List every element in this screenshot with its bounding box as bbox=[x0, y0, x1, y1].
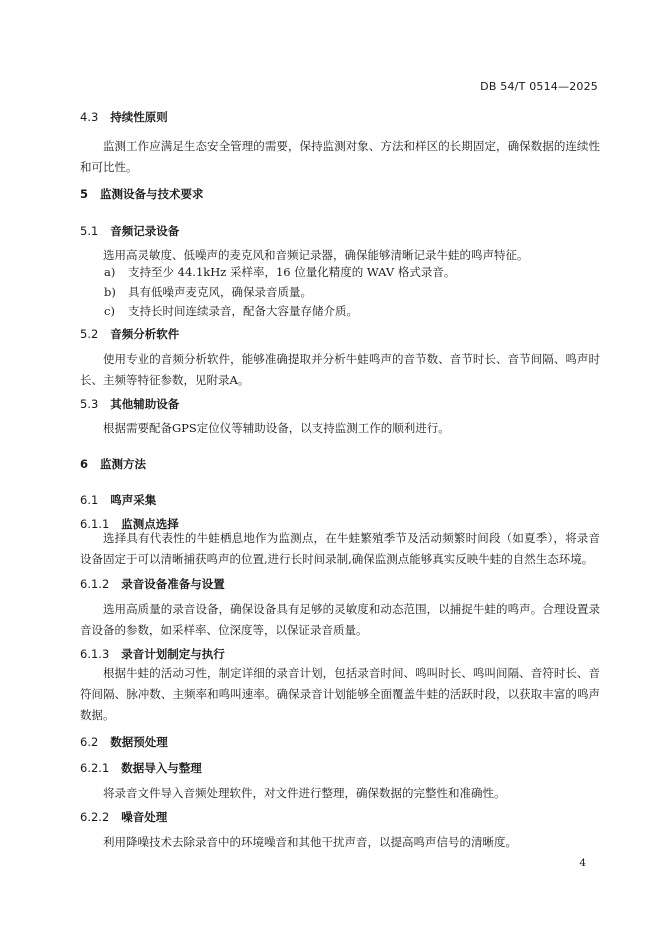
paragraph-5-2: 使用专业的音频分析软件，能够准确提取并分析牛蛙鸣声的音节数、音节时长、音节间隔、鸣声时长、主频等特征参数，见附录A。 bbox=[80, 352, 600, 387]
heading-title: 音频分析软件 bbox=[110, 327, 180, 341]
heading-number: 6.1.2 bbox=[80, 577, 110, 591]
page-number: 4 bbox=[579, 857, 586, 869]
heading-title: 录音设备准备与设置 bbox=[121, 577, 225, 591]
heading-number: 6.1.1 bbox=[80, 517, 110, 531]
list-item: a) 支持至少 44.1kHz 采样率，16 位量化精度的 WAV 格式录音。 bbox=[104, 265, 456, 279]
paragraph-6-2-2: 利用降噪技术去除录音中的环境噪音和其他干扰声音，以提高鸣声信号的清晰度。 bbox=[103, 835, 517, 849]
paragraph-4-3: 监测工作应满足生态安全管理的需要，保持监测对象、方法和样区的长期固定，确保数据的连续性和可比性。 bbox=[80, 139, 600, 174]
heading-5 bbox=[80, 186, 204, 202]
heading-title: 录音计划制定与执行 bbox=[121, 647, 225, 661]
heading-title: 监测点选择 bbox=[121, 517, 179, 531]
heading-number: 6.2 bbox=[80, 735, 99, 749]
heading-number: 5 bbox=[80, 187, 89, 201]
paragraph-5-1: 选用高灵敏度、低噪声的麦克风和音频记录器，确保能够清晰记录牛蛙的鸣声特征。 bbox=[103, 248, 529, 262]
heading-6 bbox=[80, 456, 146, 472]
paragraph-6-1-2: 选用高质量的录音设备，确保设备具有足够的灵敏度和动态范围，以捕捉牛蛙的鸣声。合理设置录音设备的参数，如采样率、位深度等，以保证录音质量。 bbox=[80, 602, 600, 637]
list-item: c) 支持长时间连续录音，配备大容量存储介质。 bbox=[104, 304, 358, 318]
heading-number: 6.1 bbox=[80, 493, 99, 507]
heading-number: 6.1.3 bbox=[80, 647, 110, 661]
heading-number: 4.3 bbox=[80, 110, 99, 124]
heading-title: 其他辅助设备 bbox=[110, 397, 180, 411]
heading-number: 6 bbox=[80, 457, 89, 471]
heading-6-1 bbox=[80, 492, 156, 508]
paragraph-6-1-1: 选择具有代表性的牛蛙栖息地作为监测点，在牛蛙繁殖季节及活动频繁时间段（如夏季），将录音设备固定于可以清晰捕获鸣声的位置,进行长时间录制,确保监测点能够真实反映牛蛙的自然生态环境。 bbox=[80, 531, 600, 566]
heading-title: 数据导入与整理 bbox=[121, 761, 202, 775]
paragraph-6-1-3: 根据牛蛙的活动习性，制定详细的录音计划，包括录音时间、鸣叫时长、鸣叫间隔、音符时长、音符间隔、脉冲数、主频率和鸣叫速率。确保录音计划能够全面覆盖牛蛙的活跃时段，以获取丰富的鸣声数据。 bbox=[80, 666, 600, 722]
heading-title: 鸣声采集 bbox=[110, 493, 157, 507]
heading-number: 5.3 bbox=[80, 397, 99, 411]
heading-5-1 bbox=[80, 223, 179, 239]
heading-title: 噪音处理 bbox=[121, 810, 168, 824]
heading-6-2 bbox=[80, 734, 168, 750]
heading-title: 数据预处理 bbox=[110, 735, 168, 749]
heading-5-2 bbox=[80, 326, 179, 342]
heading-6-2-2 bbox=[80, 809, 167, 825]
heading-6-1-2 bbox=[80, 576, 225, 592]
list-item: b) 具有低噪声麦克风，确保录音质量。 bbox=[104, 285, 312, 299]
heading-number: 5.2 bbox=[80, 327, 99, 341]
heading-4-3 bbox=[80, 109, 168, 125]
paragraph-6-2-1: 将录音文件导入音频处理软件，对文件进行整理，确保数据的完整性和准确性。 bbox=[103, 786, 506, 800]
heading-number: 5.1 bbox=[80, 224, 99, 238]
heading-6-2-1 bbox=[80, 760, 202, 776]
heading-title: 监测方法 bbox=[100, 457, 147, 471]
heading-title: 音频记录设备 bbox=[110, 224, 180, 238]
paragraph-5-3: 根据需要配备GPS定位仪等辅助设备，以支持监测工作的顺利进行。 bbox=[103, 421, 450, 435]
doc-code: DB 54/T 0514—2025 bbox=[480, 80, 598, 93]
heading-number: 6.2.2 bbox=[80, 810, 110, 824]
heading-number: 6.2.1 bbox=[80, 761, 110, 775]
heading-title: 监测设备与技术要求 bbox=[100, 187, 204, 201]
heading-title: 持续性原则 bbox=[110, 110, 168, 124]
heading-5-3 bbox=[80, 396, 179, 412]
heading-6-1-3 bbox=[80, 646, 225, 662]
